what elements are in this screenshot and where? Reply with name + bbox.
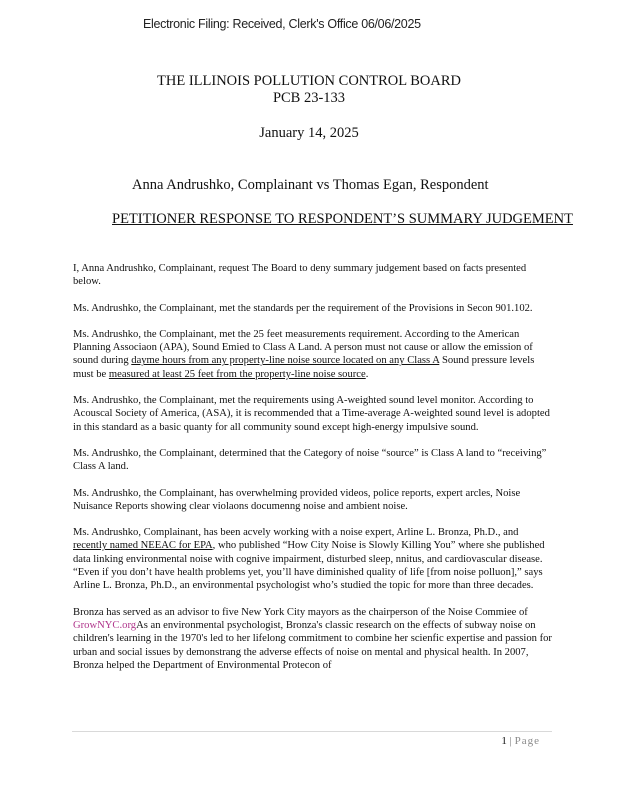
paragraph-text: Ms. Andrushko, the Complainant, met the 25 feet measurements requirement. According to the American Planning Associaon (APA), Sound Emied to Class A Land. A person must not cause or allow the emission of sound during xyxy=(73,328,533,367)
paragraph: Ms. Andrushko, the Complainant, has overwhelming provided videos, police reports, expert arcles, Noise Nuisance Reports showing clear violaons documenng noise and ambient noise. xyxy=(73,487,521,512)
document-date: January 14, 2025 xyxy=(259,125,359,141)
paragraph: Ms. Andrushko, the Complainant, determined that the Category of noise “source” is Class A land to “receiving” Class A land. xyxy=(73,447,547,473)
paragraph-text: Bronza has served as an advisor to five New York City mayors as the chairperson of the Noise Commiee of xyxy=(73,606,528,618)
page-footer xyxy=(501,735,540,747)
paragraph: Ms. Andrushko, the Complainant, met the standards per the requirement of the Provisions in Secon 901.102. xyxy=(73,302,533,314)
paragraph-text: , who published “How City Noise is Slowly Killing You” where she published data linking environmental noise with cognive impairment, disturbed sleep, nnitus, and cardiovascular disease. “Even if you don’t have health problems yet, you’ll have diminished quality of life [from noise polluon],” says Arline L. Bronza, Ph.D., an environmental psychologist who’s studied the topic for more than three decades. xyxy=(73,540,545,592)
paragraph: I, Anna Andrushko, Complainant, request The Board to deny summary judgement based on facts presented below. xyxy=(73,263,527,288)
paragraph xyxy=(73,606,555,672)
grownyc-link[interactable]: GrowNYC.org xyxy=(73,619,137,631)
board-name: THE ILLINOIS POLLUTION CONTROL BOARD xyxy=(157,73,461,89)
underlined-text: dayme hours from any property-line noise source located on any Class A xyxy=(131,355,440,367)
paragraph-text: Ms. Andrushko, Complainant, has been acvely working with a noise expert, Arline L. Bronza, Ph.D., and xyxy=(73,527,519,539)
underlined-text: measured at least 25 feet from the property-line noise source xyxy=(108,368,366,380)
document-heading: PETITIONER RESPONSE TO RESPONDENT’S SUMMARY JUDGEMENT xyxy=(112,211,573,227)
paragraph-text: . xyxy=(365,368,369,380)
paragraph xyxy=(73,526,555,592)
page-label: Page xyxy=(514,735,540,747)
document-body xyxy=(73,262,555,685)
paragraph-text: As an environmental psychologist, Bronza's classic research on the effects of subway noise on children's learning in the 1970's led to her lifelong commitment to combine her scienfic expertise and passion for urban and social issues by demonstrang the adverse effects of noise on mental and physical health. In 2007, Bronza helped the Department of Environmental Protecon of xyxy=(73,619,552,671)
footer-divider xyxy=(72,731,552,732)
paragraph xyxy=(73,328,555,381)
footer-separator: | xyxy=(509,735,512,747)
electronic-filing-stamp: Electronic Filing: Received, Clerk's Office 06/06/2025 xyxy=(143,17,421,31)
page-number: 1 xyxy=(501,735,507,747)
paragraph-text: Sound pressure levels must be xyxy=(73,355,535,380)
case-number: PCB 23-133 xyxy=(272,90,346,106)
case-parties: Anna Andrushko, Complainant vs Thomas Egan, Respondent xyxy=(132,177,489,193)
paragraph: Ms. Andrushko, the Complainant, met the requirements using A-weighted sound level monitor. According to Acouscal Society of America, (ASA), it is recommended that a Time-average A-weighted sound level is adopted in this standard as a basic quanty for all community sound except high-energy impulsive sound. xyxy=(73,395,550,433)
underlined-text: recently named NEEAC for EPA xyxy=(73,540,213,552)
document-header xyxy=(0,73,618,107)
